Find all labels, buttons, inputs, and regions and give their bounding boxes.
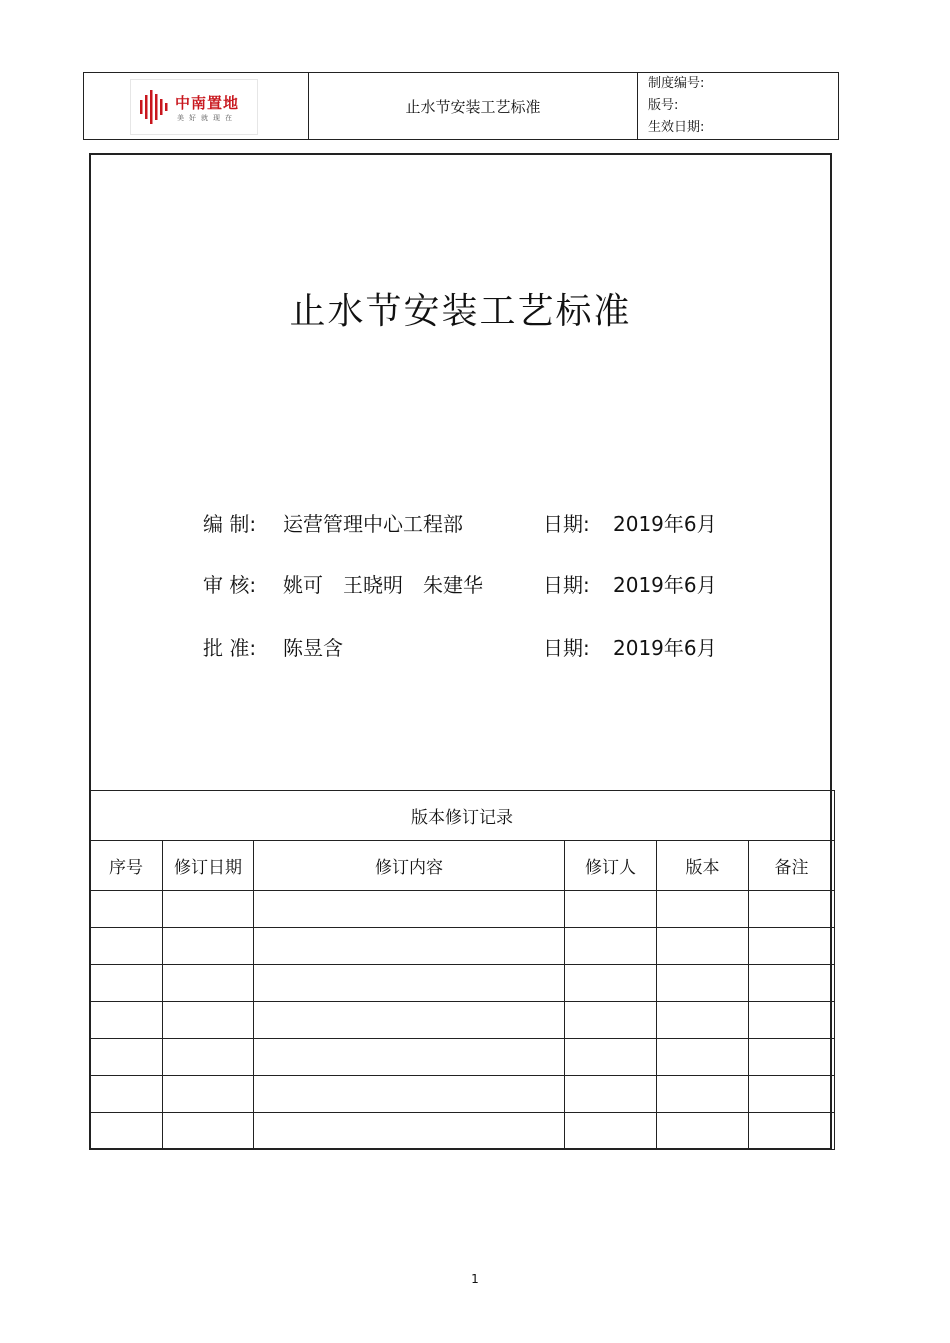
signoff-value: 姚可 王晓明 朱建华 [283,573,483,597]
version-label: 版号: [648,98,679,113]
table-cell [254,891,565,928]
table-row [90,891,835,928]
table-cell [163,891,254,928]
signoff-label: 批 准: [203,636,257,660]
table-cell [657,965,749,1002]
table-cell [90,928,163,965]
table-row [90,1039,835,1076]
table-cell [749,928,835,965]
signoff-date-label: 日期: [543,512,590,536]
table-cell [565,1113,657,1150]
table-cell [90,1002,163,1039]
table-cell [90,891,163,928]
signoff-label: 编 制: [203,512,257,536]
column-header: 备注 [749,841,835,891]
table-cell [749,1039,835,1076]
signoff-label: 审 核: [203,573,257,597]
table-cell [90,1076,163,1113]
signoff-row-reviewed [203,569,717,597]
table-cell [565,1076,657,1113]
table-row [90,928,835,965]
table-cell [657,891,749,928]
table-cell [163,1002,254,1039]
table-cell [254,928,565,965]
logo-slogan: 美好就现在 [177,114,237,122]
revision-rows [90,891,835,1150]
revision-table [89,790,835,1150]
header-meta [638,73,839,140]
column-header: 修订人 [565,841,657,891]
signoff-date-label: 日期: [543,573,590,597]
table-cell [749,1002,835,1039]
table-cell [163,1113,254,1150]
cover-frame [89,153,832,1150]
table-row [90,1076,835,1113]
column-header: 版本 [657,841,749,891]
signoff-row-compiled [203,508,717,536]
signoff-row-approved [203,632,717,660]
table-cell [657,1113,749,1150]
table-cell [565,891,657,928]
company-logo [130,79,258,135]
logo-company-name: 中南置地 [175,94,240,112]
logo-bars-icon [139,90,169,124]
table-cell [254,1076,565,1113]
table-cell [749,965,835,1002]
revision-table-title: 版本修订记录 [90,791,835,841]
table-cell [163,1039,254,1076]
table-cell [749,1113,835,1150]
header-title: 止水节安装工艺标准 [309,73,638,140]
signoff-date: 2019年6月 [613,636,717,660]
table-cell [254,1039,565,1076]
table-cell [254,1002,565,1039]
table-cell [749,1076,835,1113]
document-header [83,72,839,140]
table-cell [90,965,163,1002]
table-row [90,965,835,1002]
logo-cell [84,73,309,140]
signoff-value: 陈昱含 [283,636,343,660]
table-cell [565,965,657,1002]
table-cell [657,1039,749,1076]
signoff-date-label: 日期: [543,636,590,660]
table-cell [565,928,657,965]
table-cell [657,1076,749,1113]
cover-section [91,155,830,792]
table-cell [657,928,749,965]
table-cell [565,1039,657,1076]
column-header: 修订日期 [163,841,254,891]
document-title: 止水节安装工艺标准 [289,291,632,332]
table-cell [565,1002,657,1039]
table-cell [163,965,254,1002]
table-cell [90,1113,163,1150]
table-row [90,1002,835,1039]
signoff-date: 2019年6月 [613,573,717,597]
table-cell [657,1002,749,1039]
policy-number-label: 制度编号: [648,76,705,91]
table-cell [163,1076,254,1113]
column-header: 修订内容 [254,841,565,891]
table-cell [163,928,254,965]
table-cell [749,891,835,928]
table-row [90,1113,835,1150]
table-cell [254,1113,565,1150]
signoff-value: 运营管理中心工程部 [283,512,463,536]
page-number: 1 [471,1272,479,1286]
column-header: 序号 [90,841,163,891]
effective-date-label: 生效日期: [648,120,705,135]
table-cell [90,1039,163,1076]
signoff-date: 2019年6月 [613,512,717,536]
table-cell [254,965,565,1002]
